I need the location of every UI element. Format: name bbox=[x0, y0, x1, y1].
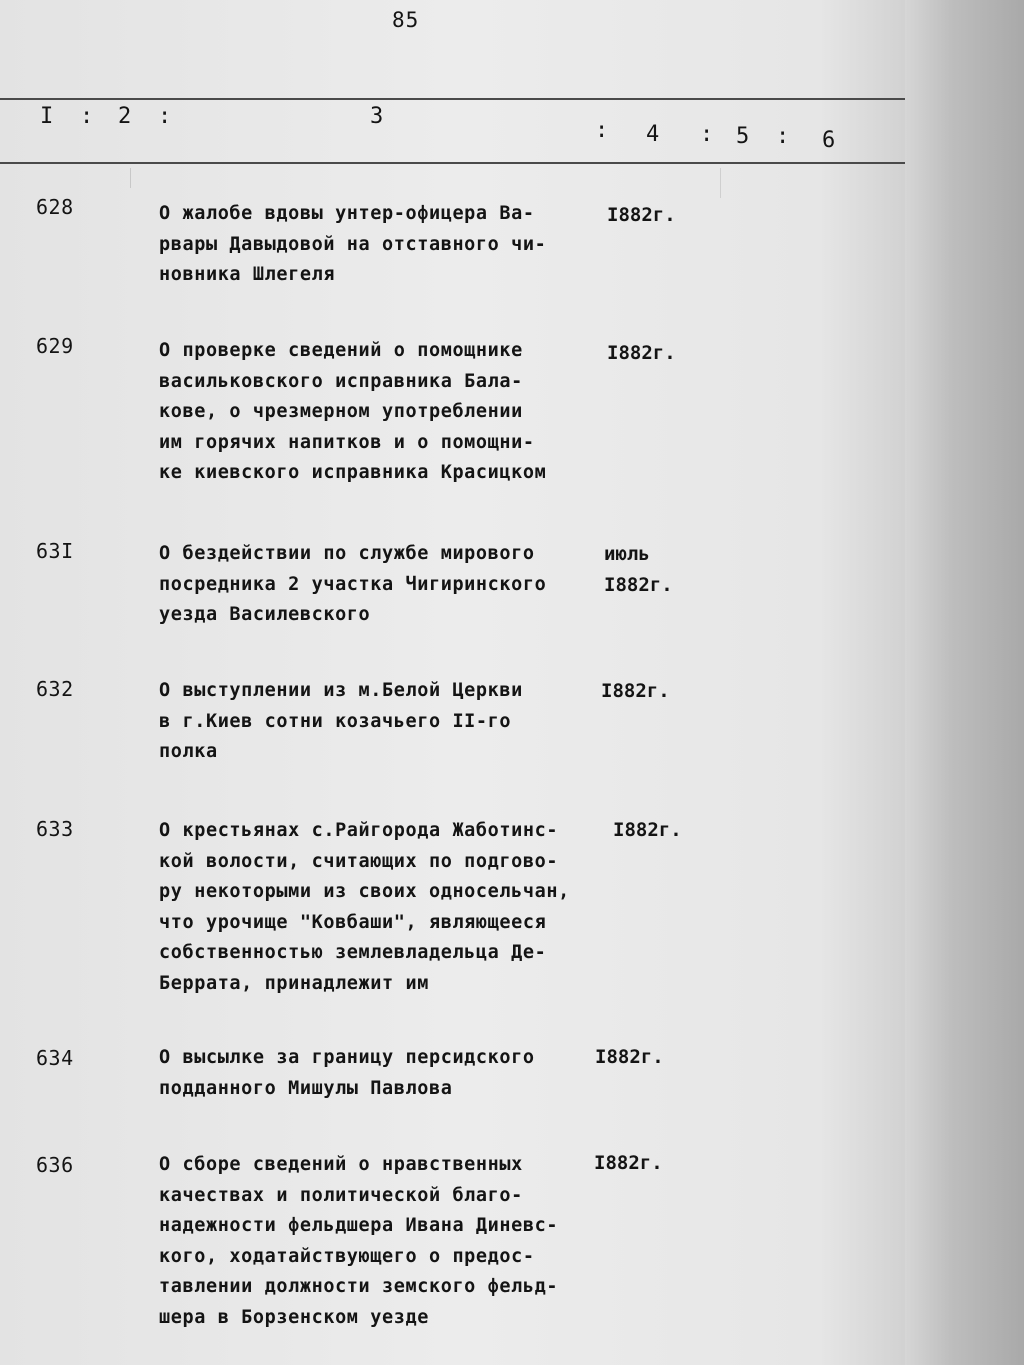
page-edge bbox=[905, 0, 1024, 1365]
column-divider-mark bbox=[130, 168, 131, 188]
header-bottom-rule bbox=[0, 162, 905, 164]
column-separator: : bbox=[158, 104, 172, 129]
column-divider-mark bbox=[720, 168, 721, 198]
row-date: I882г. bbox=[595, 1046, 664, 1068]
row-number: 628 bbox=[36, 195, 74, 219]
column-header-2: 2 bbox=[118, 104, 132, 129]
row-description: О жалобе вдовы унтер-офицера Ва- рвары Давыдовой на отставного чи- новника Шлегеля bbox=[159, 203, 547, 285]
row-date: I882г. bbox=[601, 680, 670, 702]
column-separator: : bbox=[776, 124, 790, 149]
header-top-rule bbox=[0, 98, 905, 100]
column-header-3: 3 bbox=[370, 104, 384, 129]
column-header-6: 6 bbox=[822, 128, 836, 153]
row-date: I882г. bbox=[607, 204, 676, 226]
row-description: О выступлении из м.Белой Церкви в г.Киев сотни козачьего II-го полка bbox=[159, 680, 523, 762]
column-separator: : bbox=[80, 104, 94, 129]
row-description: О высылке за границу персидского подданного Мишулы Павлова bbox=[159, 1047, 535, 1099]
page-number: 85 bbox=[392, 8, 420, 32]
row-number: 634 bbox=[36, 1046, 74, 1070]
column-separator: : bbox=[700, 122, 714, 147]
row-number: 636 bbox=[36, 1153, 74, 1177]
row-number: 63I bbox=[36, 539, 74, 563]
row-description: О крестьянах с.Райгорода Жаботинс- кой волости, считающих по подгово- ру некоторыми из своих односельчан, что урочище "Ковбаши", являющееся собственностью землевладельца Де- Беррата, принадлежит им bbox=[159, 820, 570, 994]
row-date: I882г. bbox=[594, 1152, 663, 1174]
row-number: 632 bbox=[36, 677, 74, 701]
column-header-1: I bbox=[40, 104, 54, 129]
row-number: 633 bbox=[36, 817, 74, 841]
row-number: 629 bbox=[36, 334, 74, 358]
column-separator: : bbox=[595, 118, 609, 143]
row-description: О сборе сведений о нравственных качествах и политической благо- надежности фельдшера Ивана Диневс- кого, ходатайствующего о предос- тавлении должности земского фельд- шера в Борзенском уезде bbox=[159, 1154, 559, 1328]
row-description: О бездействии по службе мирового посредника 2 участка Чигиринского уезда Василевского bbox=[159, 543, 547, 625]
row-description: О проверке сведений о помощнике васильковского исправника Бала- кове, о чрезмерном употреблении им горячих напитков и о помощни- ке киевского исправника Красицком bbox=[159, 340, 547, 483]
row-date: I882г. bbox=[613, 819, 682, 841]
row-date: июль I882г. bbox=[604, 543, 673, 596]
column-header-4: 4 bbox=[646, 122, 660, 147]
column-header-5: 5 bbox=[736, 124, 750, 149]
row-date: I882г. bbox=[607, 342, 676, 364]
